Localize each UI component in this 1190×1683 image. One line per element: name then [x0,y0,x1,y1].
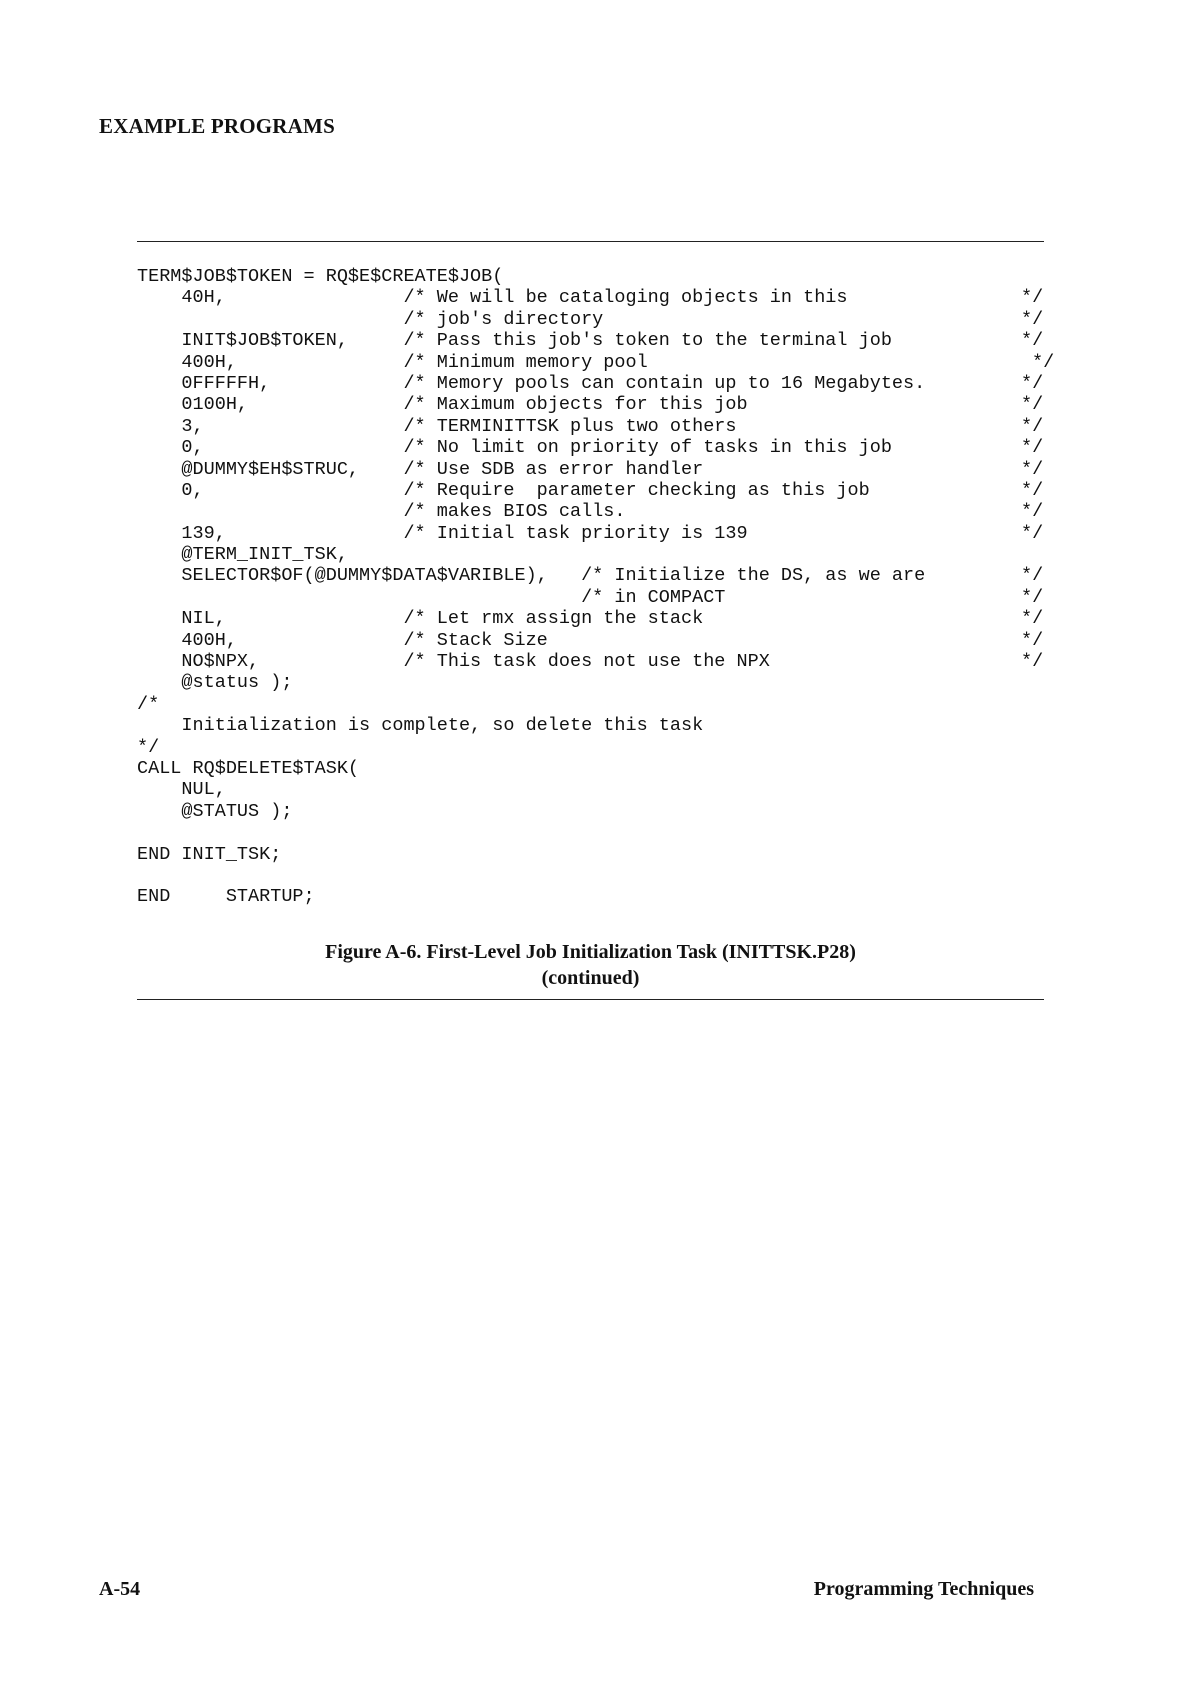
code-text: 3, /* TERMINITTSK plus two others [137,415,737,437]
comment-close: */ [1021,608,1044,630]
code-text: 139, /* Initial task priority is 139 [137,522,748,544]
comment-close: */ [1021,394,1044,416]
comment-close: */ [1021,586,1044,608]
section-title: Programming Techniques [813,1578,1034,1600]
code-text: 0, /* No limit on priority of tasks in this job [137,437,892,459]
code-text: @status ); [137,672,293,694]
code-text: /* makes BIOS calls. [137,501,626,523]
code-line [137,459,1052,480]
code-line [137,672,1052,693]
code-text: NIL, /* Let rmx assign the stack [137,608,704,630]
page-header: EXAMPLE PROGRAMS [99,114,335,138]
comment-close: */ [1021,479,1044,501]
code-line [137,351,1055,373]
code-text: SELECTOR$OF(@DUMMY$DATA$VARIBLE), /* Initialize the DS, as we are [137,565,926,587]
code-line [137,501,1052,522]
code-text: 400H, /* Minimum memory pool [137,351,648,373]
code-text: @DUMMY$EH$STRUC, /* Use SDB as error handler [137,458,704,480]
comment-close: */ [1021,330,1044,352]
code-text: NUL, [137,779,226,801]
comment-close: */ [1021,565,1044,587]
comment-close: */ [1021,629,1044,651]
code-text: 400H, /* Stack Size [137,629,548,651]
code-text: 0, /* Require parameter checking as this job [137,479,870,501]
code-line [137,865,1052,886]
comment-close: */ [1021,501,1044,523]
code-line [137,266,1052,287]
page-number: A-54 [99,1578,141,1600]
code-text: /* [137,693,160,715]
top-rule [137,241,1044,242]
code-line [137,330,1052,351]
code-listing [137,266,1055,908]
code-line [137,416,1052,437]
code-line [137,844,1052,865]
code-text: NO$NPX, /* This task does not use the NPX [137,651,770,673]
figure-caption: Figure A-6. First-Level Job Initialization Task (INITTSK.P28) [325,941,856,963]
code-text: /* job's directory [137,308,604,330]
code-line [137,608,1052,629]
code-line [137,651,1052,672]
code-line [137,523,1052,544]
comment-close: */ [1021,287,1044,309]
code-line [137,480,1052,501]
code-line [137,373,1052,394]
comment-close: */ [1021,308,1044,330]
code-line [137,715,1052,736]
code-text: 40H, /* We will be cataloging objects in this [137,287,848,309]
code-line [137,822,1052,843]
code-line [137,565,1052,586]
code-text: */ [137,736,160,758]
comment-close: */ [1021,651,1044,673]
code-line [137,758,1052,779]
code-line [137,737,1052,758]
code-text: 0FFFFFH, /* Memory pools can contain up to 16 Megabytes. [137,372,926,394]
comment-close: */ [1032,351,1055,373]
code-line [137,779,1052,800]
code-text: TERM$JOB$TOKEN = RQ$E$CREATE$JOB( [137,266,504,287]
comment-close: */ [1021,522,1044,544]
figure-caption-continued: (continued) [541,967,640,989]
bottom-rule [137,999,1044,1000]
code-text: CALL RQ$DELETE$TASK( [137,757,360,779]
code-text: END INIT_TSK; [137,843,282,865]
code-line [137,587,1052,608]
code-text: @STATUS ); [137,800,293,822]
comment-close: */ [1021,458,1044,480]
code-line [137,437,1052,458]
comment-close: */ [1021,415,1044,437]
code-line [137,544,1052,565]
code-line [137,309,1052,330]
comment-close: */ [1021,372,1044,394]
code-text: /* in COMPACT [137,586,726,608]
code-text: @TERM_INIT_TSK, [137,544,348,566]
code-line [137,886,1052,907]
code-text: INIT$JOB$TOKEN, /* Pass this job's token to the terminal job [137,330,892,352]
code-line [137,394,1052,415]
code-line [137,694,1052,715]
code-line [137,630,1052,651]
code-line [137,801,1052,822]
comment-close: */ [1021,437,1044,459]
code-line [137,287,1052,308]
code-text: 0100H, /* Maximum objects for this job [137,394,748,416]
code-text: END STARTUP; [137,886,315,908]
code-text: Initialization is complete, so delete this task [137,715,704,737]
